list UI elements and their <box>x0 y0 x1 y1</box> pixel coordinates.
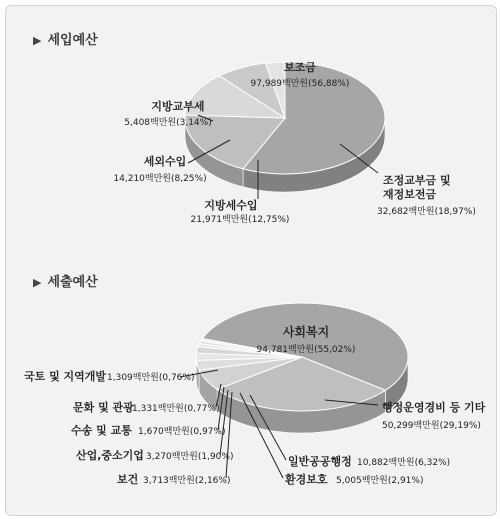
section-title-expenditure: ▶ 세출예산 <box>33 275 98 290</box>
label-admin-etc-value: 50,299백만원(29,19%) <box>382 421 481 431</box>
label-adjustment-grant-value: 32,682백만원(18,97%) <box>377 207 476 217</box>
label-adjustment-grant: 조정교부금 및 <box>383 174 451 187</box>
label-non-tax: 세외수입 <box>143 155 187 168</box>
label-admin-etc: 행정운영경비 등 기타 <box>382 401 486 414</box>
label-local-grant: 지방교부세 <box>151 100 205 113</box>
label-environment: 환경보호 <box>285 473 328 486</box>
label-general-admin: 일반공공행정 <box>288 455 352 468</box>
label-social-welfare: 사회복지 <box>282 325 330 339</box>
label-adjustment-grant-line2: 재정보전금 <box>383 188 437 201</box>
triangle-bullet-icon: ▶ <box>33 34 42 47</box>
label-transport-value: 1,670백만원(0,97%) <box>138 427 226 437</box>
section-title-revenue: ▶ 세입예산 <box>33 33 98 48</box>
label-local-tax: 지방세수입 <box>204 199 258 212</box>
label-industry: 산업,중소기업 <box>76 449 144 462</box>
label-social-welfare-value: 94,781백만원(55,02%) <box>256 345 356 355</box>
label-culture-value: 1,331백만원(0,77%) <box>132 404 220 414</box>
label-transport: 수송 및 교통 <box>71 424 132 437</box>
label-health: 보건 <box>117 473 139 486</box>
label-subsidy-value: 97,989백만원(56,88%) <box>250 79 350 89</box>
label-general-admin-value: 10,882백만원(6,32%) <box>357 458 451 468</box>
triangle-bullet-icon: ▶ <box>33 276 42 289</box>
label-health-value: 3,713백만원(2,16%) <box>143 476 231 486</box>
label-land-dev-value: 1,309백만원(0,76%) <box>107 373 195 383</box>
label-industry-value: 3,270백만원(1,90%) <box>146 452 234 462</box>
label-culture: 문화 및 관광 <box>73 401 134 414</box>
label-non-tax-value: 14,210백만원(8,25%) <box>113 174 207 184</box>
label-subsidy: 보조금 <box>284 61 316 74</box>
label-local-tax-value: 21,971백만원(12,75%) <box>190 215 290 225</box>
label-environment-value: 5,005백만원(2,91%) <box>336 476 424 486</box>
label-land-dev: 국토 및 지역개발 <box>24 370 107 383</box>
expenditure-pie-chart <box>196 303 408 433</box>
label-local-grant-value: 5,408백만원(3,14%) <box>124 118 212 128</box>
